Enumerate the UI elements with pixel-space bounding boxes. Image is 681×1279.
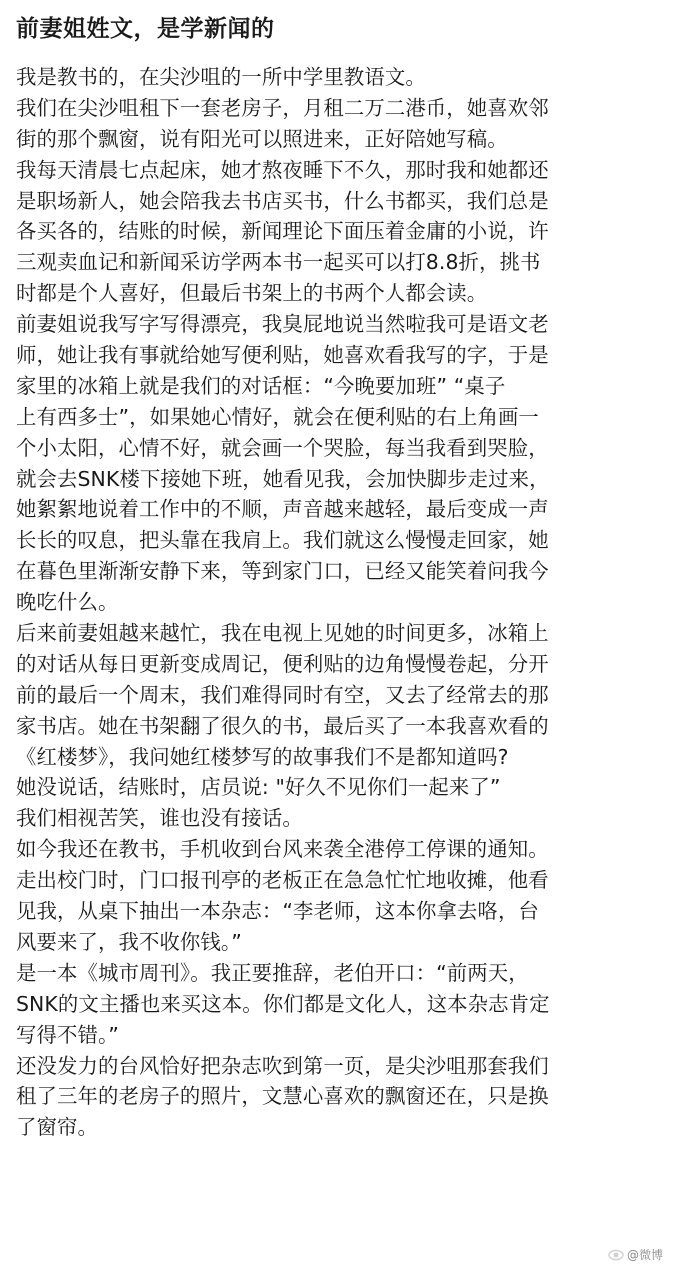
article-line: 时都是个人喜好，但最后书架上的书两个人都会读。 xyxy=(16,281,488,306)
article-line: 我们相视苦笑，谁也没有接话。 xyxy=(16,806,303,831)
bottom-fade xyxy=(0,1263,681,1279)
article-line: 还没发力的台风恰好把杂志吹到第一页，是尖沙咀那套我们 xyxy=(16,1053,549,1078)
article-line: 走出校门时，门口报刊亭的老板正在急急忙忙地收摊，他看 xyxy=(16,868,549,893)
article-line: 就会去SNK楼下接她下班，她看见我，会加快脚步走过来， xyxy=(16,466,550,491)
article-line: 后来前妻姐越来越忙，我在电视上见她的时间更多，冰箱上 xyxy=(16,621,549,646)
article-line: 租了三年的老房子的照片，文慧心喜欢的飘窗还在，只是换 xyxy=(16,1084,549,1109)
article-line: 三观卖血记和新闻采访学两本书一起买可以打8.8折，挑书 xyxy=(16,250,541,275)
article-body xyxy=(16,62,668,1143)
article-line: 上有西多士”，如果她心情好，就会在便利贴的右上角画一 xyxy=(16,404,539,429)
weibo-eye-icon xyxy=(608,1247,624,1263)
article-line: SNK的文主播也来买这本。你们都是文化人，这本杂志肯定 xyxy=(16,991,550,1016)
article-line: 各买各的，结账的时候，新闻理论下面压着金庸的小说，许 xyxy=(16,219,549,244)
article-line: 家里的冰箱上就是我们的对话框：“今晚要加班” “桌子 xyxy=(16,373,506,398)
article-line: 的对话从每日更新变成周记，便利贴的边角慢慢卷起，分开 xyxy=(16,651,549,676)
article-line: 街的那个飘窗，说有阳光可以照进来，正好陪她写稿。 xyxy=(16,126,508,151)
watermark xyxy=(604,1244,667,1265)
article-line: 如今我还在教书，手机收到台风来袭全港停工停课的通知。 xyxy=(16,837,549,862)
article-line: 是一本《城市周刊》。我正要推辞，老伯开口：“前两天， xyxy=(16,960,529,985)
article-line: 写得不错。” xyxy=(16,1022,119,1047)
article-line: 晚吃什么。 xyxy=(16,590,119,615)
article-line: 我们在尖沙咀租下一套老房子，月租二万二港币，她喜欢邻 xyxy=(16,95,549,120)
article-line: 个小太阳，心情不好，就会画一个哭脸，每当我看到哭脸， xyxy=(16,435,549,460)
article-line: 见我，从桌下抽出一本杂志：“李老师，这本你拿去咯，台 xyxy=(16,899,539,924)
article-line: 《红楼梦》，我问她红楼梦写的故事我们不是都知道吗? xyxy=(16,744,509,769)
article-title: 前妻姐姓文，是学新闻的 xyxy=(16,16,275,42)
article-line: 她没说话，结账时，店员说: "好久不见你们一起来了” xyxy=(16,775,501,800)
article-line: 风要来了，我不收你钱。” xyxy=(16,929,242,954)
watermark-text: @微博 xyxy=(626,1248,663,1262)
article-line: 了窗帘。 xyxy=(16,1115,98,1140)
article-line: 长长的叹息，把头靠在我肩上。我们就这么慢慢走回家，她 xyxy=(16,528,549,553)
article-line: 是职场新人，她会陪我去书店买书，什么书都买，我们总是 xyxy=(16,188,549,213)
article-line: 前妻姐说我写字写得漂亮，我臭屁地说当然啦我可是语文老 xyxy=(16,312,549,337)
article-line: 我是教书的，在尖沙咀的一所中学里教语文。 xyxy=(16,65,426,89)
article-line: 在暮色里渐渐安静下来，等到家门口，已经又能笑着问我今 xyxy=(16,559,549,584)
article-line: 我每天清晨七点起床，她才熬夜睡下不久，那时我和她都还 xyxy=(16,157,549,182)
article-line: 师，她让我有事就给她写便利贴，她喜欢看我写的字，于是 xyxy=(16,343,549,368)
article-line: 家书店。她在书架翻了很久的书，最后买了一本我喜欢看的 xyxy=(16,713,549,738)
article-line: 她絮絮地说着工作中的不顺，声音越来越轻，最后变成一声 xyxy=(16,497,549,522)
article-line: 前的最后一个周末，我们难得同时有空，又去了经常去的那 xyxy=(16,682,549,707)
